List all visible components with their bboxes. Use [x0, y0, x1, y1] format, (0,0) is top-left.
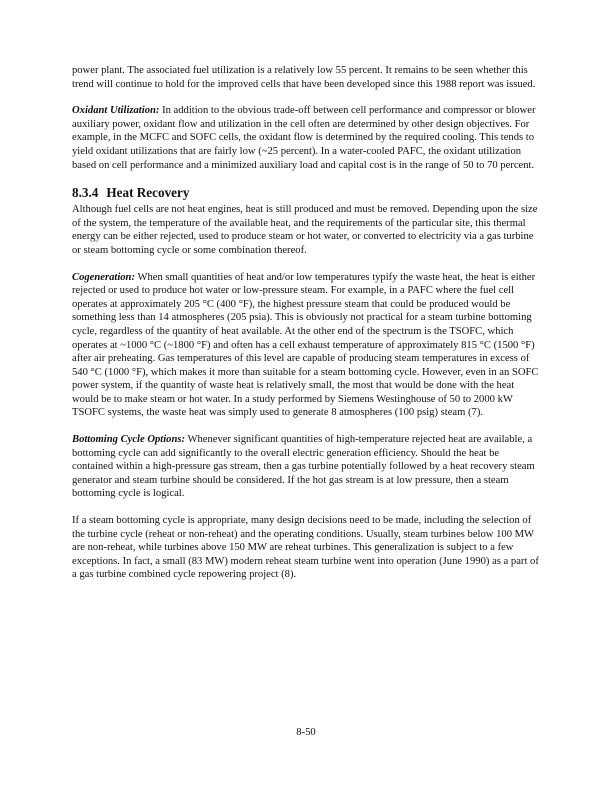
- cogeneration-text: When small quantities of heat and/or low temperatures typify the waste heat, the heat is either rejected or used to produce hot water or low-pressure steam. For example, in a PAFC where the fuel cell operates at approximately 205 °C (400 °F), the highest pressure steam that could be produced would be something less than 14 atmospheres (205 psia). This is obviously not practical for a steam turbine bottoming cycle, regardless of the quantity of heat available. At the other end of the spectrum is the TSOFC, which operates at ~1000 °C (~1800 °F) and often has a cell exhaust temperature of approximately 815 °C (1500 °F) after air preheating. Gas temperatures of this level are capable of producing steam temperatures in excess of 540 °C (1000 °F), which makes it more than suitable for a steam bottoming cycle. However, even in an SOFC power system, if the quantity of waste heat is relatively small, the most that would be done with the heat would be to make steam or hot water. In a study performed by Siemens Westinghouse of 50 to 2000 kW TSOFC systems, the waste heat was simply used to generate 8 atmospheres (100 psig) steam (7).: [72, 271, 539, 419]
- run-in-heading-oxidant-utilization: Oxidant Utilization:: [72, 105, 160, 117]
- section-heading: [72, 185, 540, 201]
- paragraph-cogeneration: [72, 271, 540, 421]
- paragraph-heat-recovery-intro: Although fuel cells are not heat engines, heat is still produced and must be removed. Depending upon the size of the system, the temperature of the available heat, and the requirements of the particular site, this thermal energy can be either rejected, used to produce steam or hot water, or converted to electricity via a gas turbine or steam bottoming cycle or some combination thereof.: [72, 204, 538, 256]
- paragraph-oxidant-utilization: [72, 104, 540, 172]
- paragraph-bottoming-cycle-options: [72, 433, 540, 501]
- oxidant-utilization-text: In addition to the obvious trade-off between cell performance and compressor or blower auxiliary power, oxidant flow and utilization in the cell often are determined by other design objectives. For example, in the MCFC and SOFC cells, the oxidant flow is determined by the required cooling. This tends to yield oxidant utilizations that are fairly low (~25 percent). In a water-cooled PAFC, the oxidant utilization based on cell performance and a minimized auxiliary load and capital cost is in the range of 50 to 70 percent.: [72, 105, 536, 171]
- run-in-heading-bottoming-cycle: Bottoming Cycle Options:: [72, 434, 186, 446]
- page-number: 8-50: [296, 727, 316, 738]
- document-body: [72, 64, 540, 595]
- run-in-heading-cogeneration: Cogeneration:: [72, 271, 135, 283]
- section-number: 8.3.4: [72, 185, 99, 201]
- bottoming-cycle-text: Whenever significant quantities of high-temperature rejected heat are available, a bottoming cycle can add significantly to the overall electric generation efficiency. Should the heat be contained within a high-pressure gas stream, then a gas turbine potentially followed by a heat recovery steam generator and steam turbine should be considered. If the hot gas stream is at low pressure, then a steam bottoming cycle is logical.: [72, 434, 535, 500]
- paragraph-steam-bottoming-cycle: If a steam bottoming cycle is appropriate, many design decisions need to be made, including the selection of the turbine cycle (reheat or non-reheat) and the operating conditions. Usually, steam turbines below 100 MW are non-reheat, while turbines above 150 MW are reheat turbines. This generalization is subject to a few exceptions. In fact, a small (83 MW) modern reheat steam turbine went into operation (June 1990) as a part of a gas turbine combined cycle repowering project (8).: [72, 515, 539, 581]
- section-title: Heat Recovery: [106, 185, 190, 201]
- paragraph-fuel-utilization: power plant. The associated fuel utilization is a relatively low 55 percent. It remains to be seen whether this trend will continue to hold for the improved cells that have been developed since this 1988 report was issued.: [72, 65, 536, 90]
